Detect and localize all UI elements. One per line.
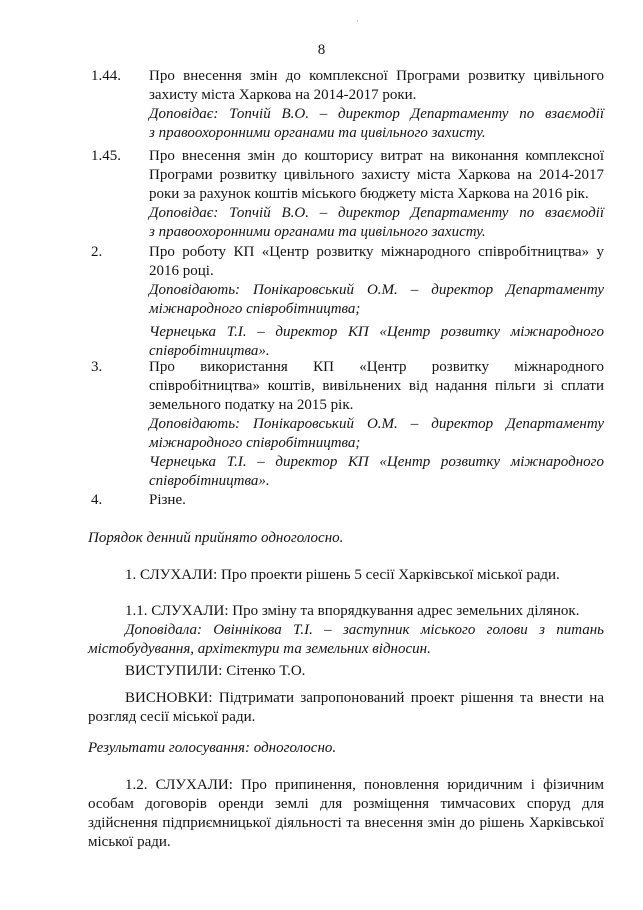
heard-1: 1. СЛУХАЛИ: Про проекти рішень 5 сесії Харківської міської ради. — [125, 567, 560, 583]
agenda-item-title: захисту міста Харкова на 2014-2017 роки. — [149, 87, 417, 103]
reporter-1-1: Доповідала: Овіннікова Т.І. – заступник міського голови з питань містобудування, архітектури та земельних відносин. — [88, 622, 604, 657]
agenda-item-speaker: Доповідають: Понікаровський О.М. – директор Департаменту — [149, 282, 604, 298]
agenda-item-number: 4. — [91, 492, 103, 508]
agenda-item-speaker: Доповідають: Понікаровський О.М. – директор Департаменту — [149, 416, 604, 432]
agenda-item-title: Про внесення змін до кошторису витрат на виконання комплексної — [149, 148, 604, 164]
agenda-item-number: 3. — [91, 359, 103, 375]
agenda-item-number: 2. — [91, 244, 103, 260]
scan-mark: · — [356, 16, 359, 26]
agenda-item-speaker-2: Чернецька Т.І. – директор КП «Центр розвитку міжнародного — [149, 324, 604, 340]
heard-1-2: 1.2. СЛУХАЛИ: Про припинення, поновлення юридичним і фізичним особам договорів оренди землі для розміщення тимчасових споруд для здійснення підприємницької діяльності та внесення змін до рішень Харківської міської ради. — [88, 777, 604, 850]
spoke-line: ВИСТУПИЛИ: Сітенко Т.О. — [125, 663, 306, 679]
agenda-item-speaker-2: співробітництва». — [149, 343, 270, 359]
agenda-item-number: 1.44. — [91, 68, 121, 84]
voting-results: Результати голосування: одноголосно. — [88, 740, 337, 756]
agenda-item-speaker: Доповідає: Топчій В.О. – директор Департаменту по взаємодії — [149, 106, 604, 122]
agenda-item-number: 1.45. — [91, 148, 121, 164]
agenda-item-title: Програми розвитку цивільного захисту міста Харкова на 2014-2017 — [149, 167, 604, 183]
conclusions: ВИСНОВКИ: Підтримати запропонований проект рішення та внести на розгляд сесії міської ради. — [88, 690, 604, 725]
agenda-item-speaker-2: Чернецька Т.І. – директор КП «Центр розвитку міжнародного — [149, 454, 604, 470]
agenda-item-title: земельного податку на 2015 рік. — [149, 397, 354, 413]
agenda-item-title: 2016 році. — [149, 263, 214, 279]
agenda-item-title: роки за рахунок коштів міського бюджету міста Харкова на 2016 рік. — [149, 186, 589, 202]
agenda-item-speaker: Доповідає: Топчій В.О. – директор Департаменту по взаємодії — [149, 205, 604, 221]
agenda-adopted-note: Порядок денний прийнято одноголосно. — [88, 530, 344, 546]
agenda-item-speaker-2: співробітництва». — [149, 473, 270, 489]
agenda-item-speaker: з правоохоронними органами та цивільного захисту. — [149, 125, 486, 141]
agenda-item-title: Про використання КП «Центр розвитку міжнародного — [149, 359, 604, 375]
agenda-item-title: співробітництва» коштів, вивільнених від надання пільги зі сплати — [149, 378, 604, 394]
agenda-item-speaker: міжнародного співробітництва; — [149, 301, 361, 317]
heard-1-1: 1.1. СЛУХАЛИ: Про зміну та впорядкування адрес земельних ділянок. — [125, 603, 580, 619]
agenda-item-title: Різне. — [149, 492, 186, 508]
agenda-item-speaker: з правоохоронними органами та цивільного захисту. — [149, 224, 486, 240]
agenda-item-title: Про внесення змін до комплексної Програми розвитку цивільного — [149, 68, 604, 84]
agenda-item-speaker: міжнародного співробітництва; — [149, 435, 361, 451]
page-number: 8 — [317, 42, 326, 58]
agenda-item-title: Про роботу КП «Центр розвитку міжнародного співробітництва» у — [149, 244, 604, 260]
